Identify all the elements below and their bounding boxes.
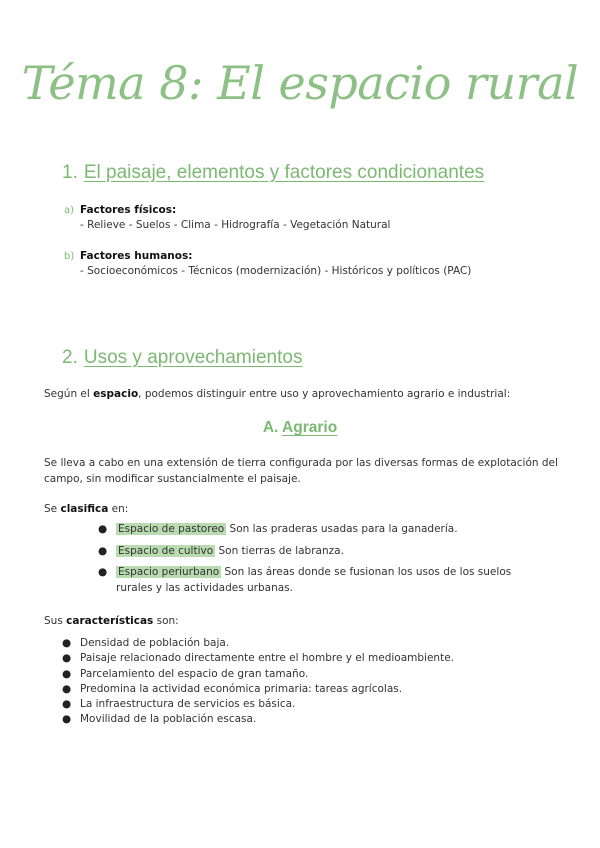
bullet-icon: ● — [62, 652, 72, 665]
clasifica-bold: clasifica — [60, 503, 109, 515]
list-item — [96, 565, 536, 596]
section-2-intro — [44, 387, 560, 403]
list-item — [62, 697, 562, 712]
bullet-icon: ● — [98, 523, 108, 535]
list-item — [62, 636, 562, 651]
caracteristicas-intro — [44, 614, 560, 630]
section-1-heading — [62, 162, 484, 184]
list-item — [96, 544, 536, 560]
highlighted-term: Espacio de cultivo — [118, 544, 214, 557]
section-2-number: 2. — [62, 347, 78, 368]
list-item — [96, 522, 536, 538]
page-title: Téma 8: El espacio rural — [21, 56, 579, 110]
bullet-icon: ● — [62, 667, 72, 680]
factores-humanos-label: Factores humanos: — [80, 250, 193, 262]
bullet-icon: ● — [62, 682, 72, 695]
characteristics-list — [62, 636, 562, 728]
clasifica-text: Se — [44, 503, 61, 515]
highlighted-term: Espacio periurbano — [118, 566, 220, 578]
intro-text-end: , podemos distinguir entre uso y aprovechamiento agrario e industrial: — [138, 388, 511, 400]
intro-text: Según el — [44, 388, 94, 400]
carac-bold: características — [66, 615, 154, 627]
factores-humanos-block — [64, 249, 471, 279]
classification-list — [96, 522, 536, 602]
carac-text: Sus — [44, 615, 67, 627]
list-item-text: Paisaje relacionado directamente entre el hombre y el medioambiente. — [80, 652, 454, 665]
list-item-text: Parcelamiento del espacio de gran tamaño. — [80, 667, 309, 680]
clasifica-text-end: en: — [108, 503, 129, 515]
list-item — [62, 651, 562, 666]
section-2-title: Usos y aprovechamientos — [83, 347, 303, 368]
carac-text-end: son: — [153, 615, 179, 627]
clasifica-intro — [44, 502, 560, 518]
subheading-letter: A. — [262, 419, 279, 436]
section-1-number: 1. — [62, 162, 78, 183]
term-description: Son las áreas donde se fusionan los usos de los suelos rurales y las actividades urbanas. — [116, 566, 512, 594]
list-item-text: Densidad de población baja. — [80, 637, 230, 649]
factores-fisicos-label: Factores físicos: — [80, 204, 177, 216]
highlighted-term: Espacio de pastoreo — [118, 523, 225, 535]
list-item — [62, 682, 562, 697]
factores-fisicos-items: - Relieve - Suelos - Clima - Hidrografía - Vegetación Natural — [80, 219, 391, 231]
item-letter-b: b) — [64, 251, 75, 262]
subheading-agrario — [0, 419, 600, 437]
bullet-icon: ● — [98, 544, 108, 557]
term-description: Son las praderas usadas para la ganadería. — [226, 523, 458, 535]
intro-bold: espacio — [93, 388, 139, 400]
bullet-icon: ● — [62, 698, 72, 711]
bullet-icon: ● — [62, 713, 72, 726]
section-2-heading — [62, 347, 302, 369]
term-description: Son tierras de labranza. — [215, 544, 344, 557]
agrario-description: Se lleva a cabo en una extensión de tierra configurada por las diversas formas de explotación del campo, sin modificar sustancialmente el paisaje. — [44, 457, 558, 485]
factores-humanos-items: - Socioeconómicos - Técnicos (modernización) - Históricos y políticos (PAC) — [80, 265, 472, 277]
bullet-icon: ● — [62, 637, 72, 649]
list-item-text: Predomina la actividad económica primaria: tareas agrícolas. — [80, 682, 403, 695]
subheading-title: Agrario — [282, 419, 338, 436]
list-item — [62, 712, 562, 727]
factores-fisicos-block — [64, 203, 390, 233]
list-item-text: Movilidad de la población escasa. — [80, 713, 257, 726]
list-item — [62, 667, 562, 682]
list-item-text: La infraestructura de servicios es básica. — [80, 698, 296, 711]
item-letter-a: a) — [64, 205, 75, 216]
bullet-icon: ● — [98, 566, 108, 578]
section-1-title: El paisaje, elementos y factores condicionantes — [83, 162, 485, 183]
